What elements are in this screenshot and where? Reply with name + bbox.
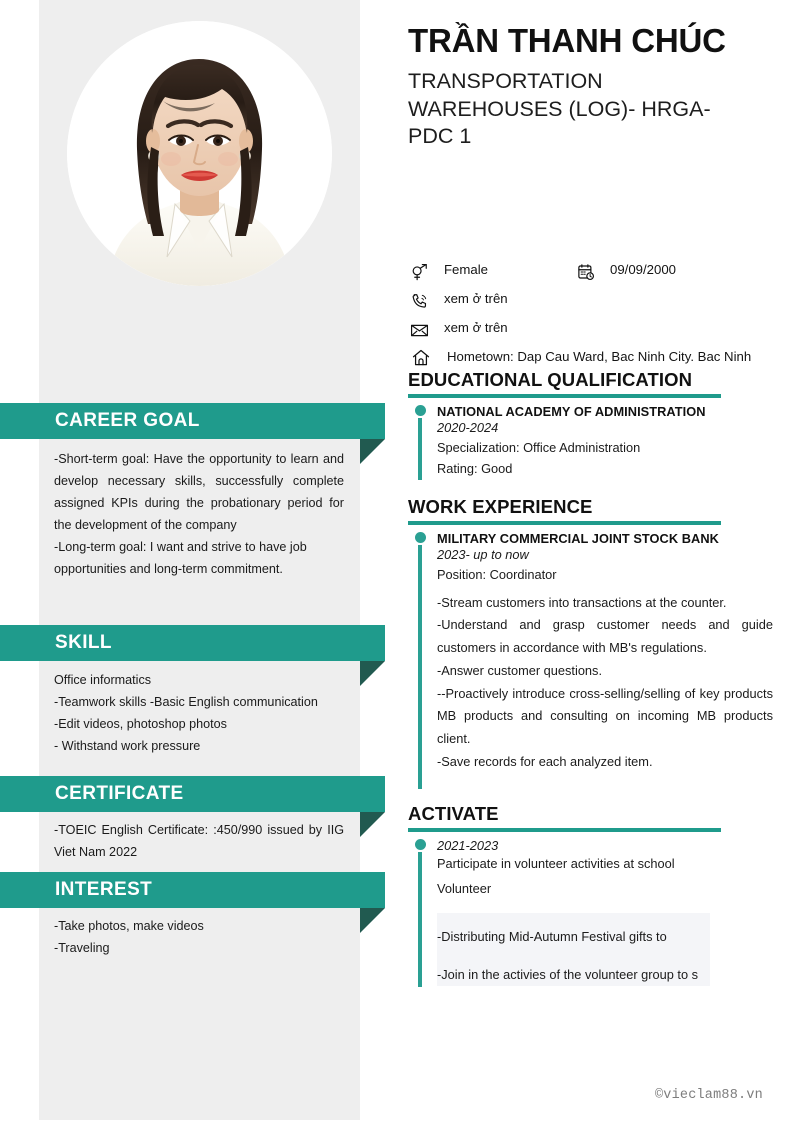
candidate-role: TRANSPORTATION WAREHOUSES (LOG)- HRGA-PDC 1 [408,69,711,149]
sidebar-section-body-skill [54,669,344,757]
body-line: Office informatics [54,673,152,687]
body-line: -Short-term goal: Have the opportunity to learn and develop necessary skills, successfully complete assigned KPIs during the probationary period for the development of the company [54,452,344,533]
contact-row-phone [408,288,788,317]
education-date: 2020-2024 [437,420,499,435]
sidebar-section-title: INTEREST [55,879,153,900]
highlight-line: -Distributing Mid-Autumn Festival gifts to [437,929,667,944]
body-line: -Teamwork skills -Basic English communication [54,695,318,710]
sidebar-section-header-skill [0,625,385,661]
phone-value: xem ở trên [444,291,508,306]
body-line: -Traveling [54,941,110,956]
contact-row-gender-birthday [408,259,788,288]
sidebar-section-body-interest [54,915,344,959]
work-duty: -Understand and grasp customer needs and guide customers in accordance with MB's regulations. [437,617,773,656]
timeline-bar [418,545,422,789]
ribbon-fold [360,908,385,933]
activate-line: Volunteer [437,880,492,896]
sidebar-section-header-certificate [0,776,385,812]
sidebar-section-header-career-goal [0,403,385,439]
ribbon-fold [360,661,385,686]
home-icon [410,347,432,369]
section-heading-activate: ACTIVATE [408,803,499,824]
highlight-line: -Join in the activies of the volunteer group to s [437,967,699,982]
contact-row-email [408,317,788,346]
section-heading-education: EDUCATIONAL QUALIFICATION [408,369,693,390]
work-duty: --Proactively introduce cross-selling/selling of key products MB products and consulting on incoming MB products client. [437,685,773,747]
body-line: - Withstand work pressure [54,739,201,754]
education-rating: Rating: Good [437,460,513,476]
timeline-dot [415,405,426,416]
work-duty: -Stream customers into transactions at the counter. [437,594,727,610]
body-line: -Long-term goal: I want and strive to have job opportunities and long-term commitment. [54,540,307,577]
activate-highlight-box [437,913,710,986]
section-rule [408,521,721,525]
contact-list [408,259,788,375]
section-rule [408,828,721,832]
footer-watermark: ©vieclam88.vn [655,1088,763,1103]
name-block [408,22,738,151]
sidebar-section-body-career-goal [54,448,344,580]
sidebar-section-title: SKILL [55,632,112,653]
body-line: -TOEIC English Certificate: :450/990 issued by IIG Viet Nam 2022 [54,823,344,860]
work-entry [437,531,773,774]
timeline-dot [415,532,426,543]
work-duty: -Answer customer questions. [437,662,603,678]
work-company: MILITARY COMMERCIAL JOINT STOCK BANK [437,531,719,546]
work-position: Position: Coordinator [437,567,557,582]
body-line: -Take photos, make videos [54,919,204,933]
education-institution: NATIONAL ACADEMY OF ADMINISTRATION [437,404,706,419]
timeline-dot [415,839,426,850]
envelope-icon [408,319,430,341]
timeline-bar [418,852,422,987]
education-specialization: Specialization: Office Administration [437,440,641,455]
sidebar-section-title: CAREER GOAL [55,410,200,431]
ribbon-fold [360,439,385,464]
activate-date: 2021-2023 [437,838,499,853]
birthday-value: 09/09/2000 [610,262,677,277]
calendar-clock-icon [575,261,597,283]
timeline-bar [418,418,422,480]
section-heading-work: WORK EXPERIENCE [408,496,593,517]
activate-entry [437,838,773,898]
sidebar-section-body-certificate [54,819,344,863]
sidebar-section-header-interest [0,872,385,908]
hometown-value: Hometown: Dap Cau Ward, Bac Ninh City. Bac Ninh [447,349,752,364]
work-duty: -Save records for each analyzed item. [437,753,653,769]
gender-icon [408,261,430,283]
gender-value: Female [444,262,488,277]
sidebar-section-title: CERTIFICATE [55,783,184,804]
section-rule [408,394,721,398]
ribbon-fold [360,812,385,837]
phone-icon [408,290,430,312]
email-value: xem ở trên [444,320,508,335]
work-date: 2023- up to now [437,547,529,562]
candidate-name: TRẦN THANH CHÚC [408,22,726,59]
activate-line: Participate in volunteer activities at school [437,856,675,871]
education-entry [437,404,773,478]
body-line: -Edit videos, photoshop photos [54,717,227,732]
profile-photo [67,21,332,286]
